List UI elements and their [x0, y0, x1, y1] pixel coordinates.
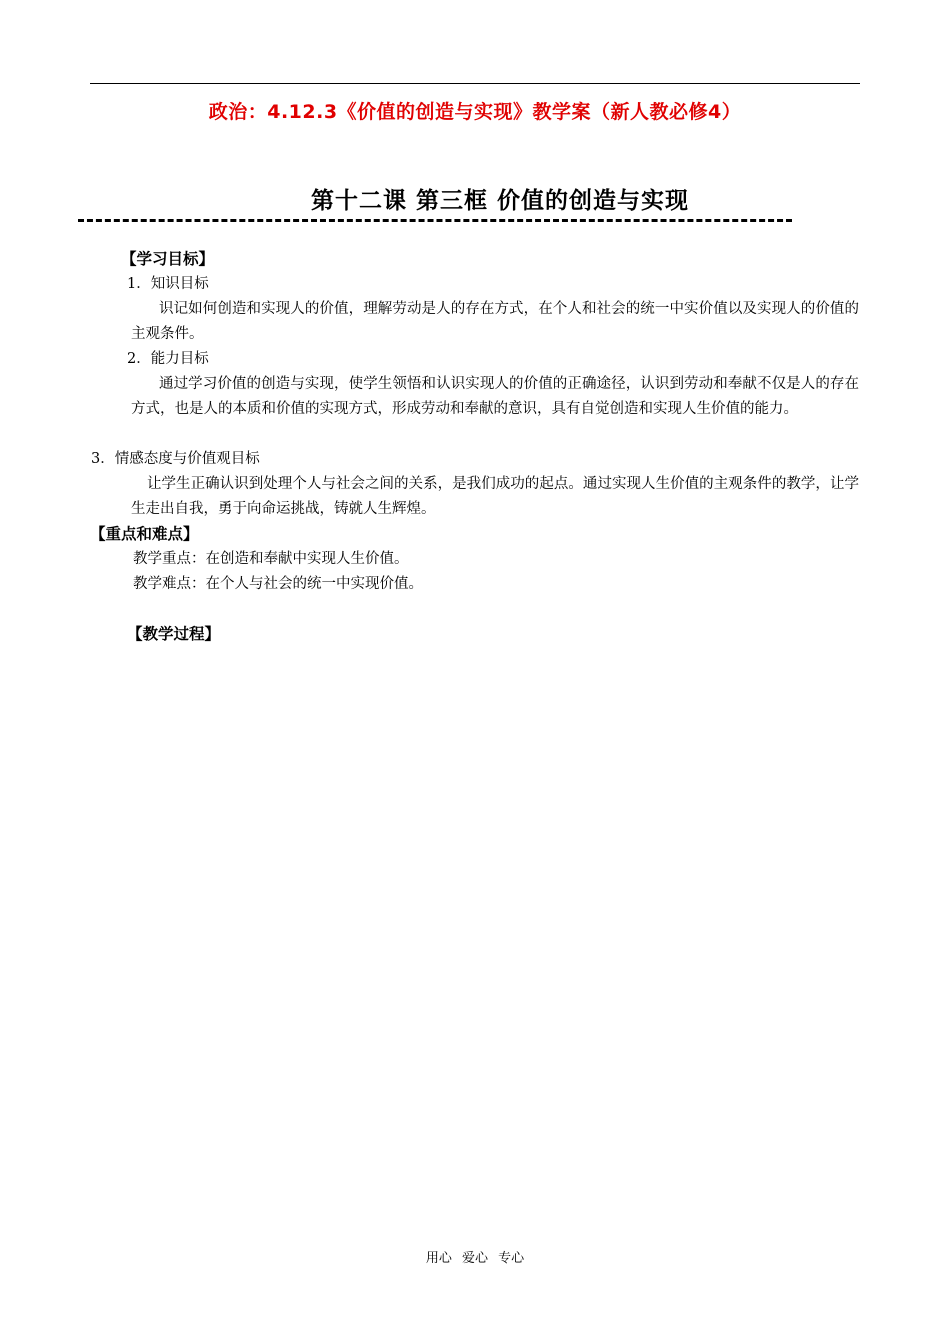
- dashed-divider: [78, 219, 792, 222]
- knowledge-objective-label: 1．知识目标: [127, 276, 209, 292]
- teaching-difficulty: 教学难点：在个人与社会的统一中实现价值。: [133, 576, 423, 592]
- objectives-heading: 【学习目标】: [121, 250, 215, 268]
- knowledge-objective-text: 识记如何创造和实现人的价值，理解劳动是人的存在方式，在个人和社会的统一中实价值以及实现人的价值的主观条件。: [131, 301, 859, 342]
- top-rule: [90, 83, 860, 84]
- process-heading: 【教学过程】: [127, 625, 221, 643]
- document-header-title: 政治：4.12.3《价值的创造与实现》教学案（新人教必修4）: [208, 101, 742, 123]
- ability-objective-label: 2．能力目标: [127, 351, 209, 367]
- key-points-heading: 【重点和难点】: [90, 525, 199, 543]
- emotion-objective-text: 让学生正确认识到处理个人与社会之间的关系，是我们成功的起点。通过实现人生价值的主观条件的教学，让学生走出自我，勇于向命运挑战，铸就人生辉煌。: [131, 476, 859, 517]
- emotion-objective-label: 3．情感态度与价值观目标: [91, 451, 260, 467]
- ability-objective-text: 通过学习价值的创造与实现，使学生领悟和认识实现人的价值的正确途径，认识到劳动和奉献不仅是人的存在方式，也是人的本质和价值的实现方式，形成劳动和奉献的意识，具有自觉创造和实现人生价值的能力。: [131, 376, 859, 417]
- lesson-title: 第十二课 第三框 价值的创造与实现: [310, 188, 689, 214]
- teaching-key-point: 教学重点：在创造和奉献中实现人生价值。: [133, 551, 409, 567]
- page-footer: 用心 爱心 专心: [425, 1251, 525, 1266]
